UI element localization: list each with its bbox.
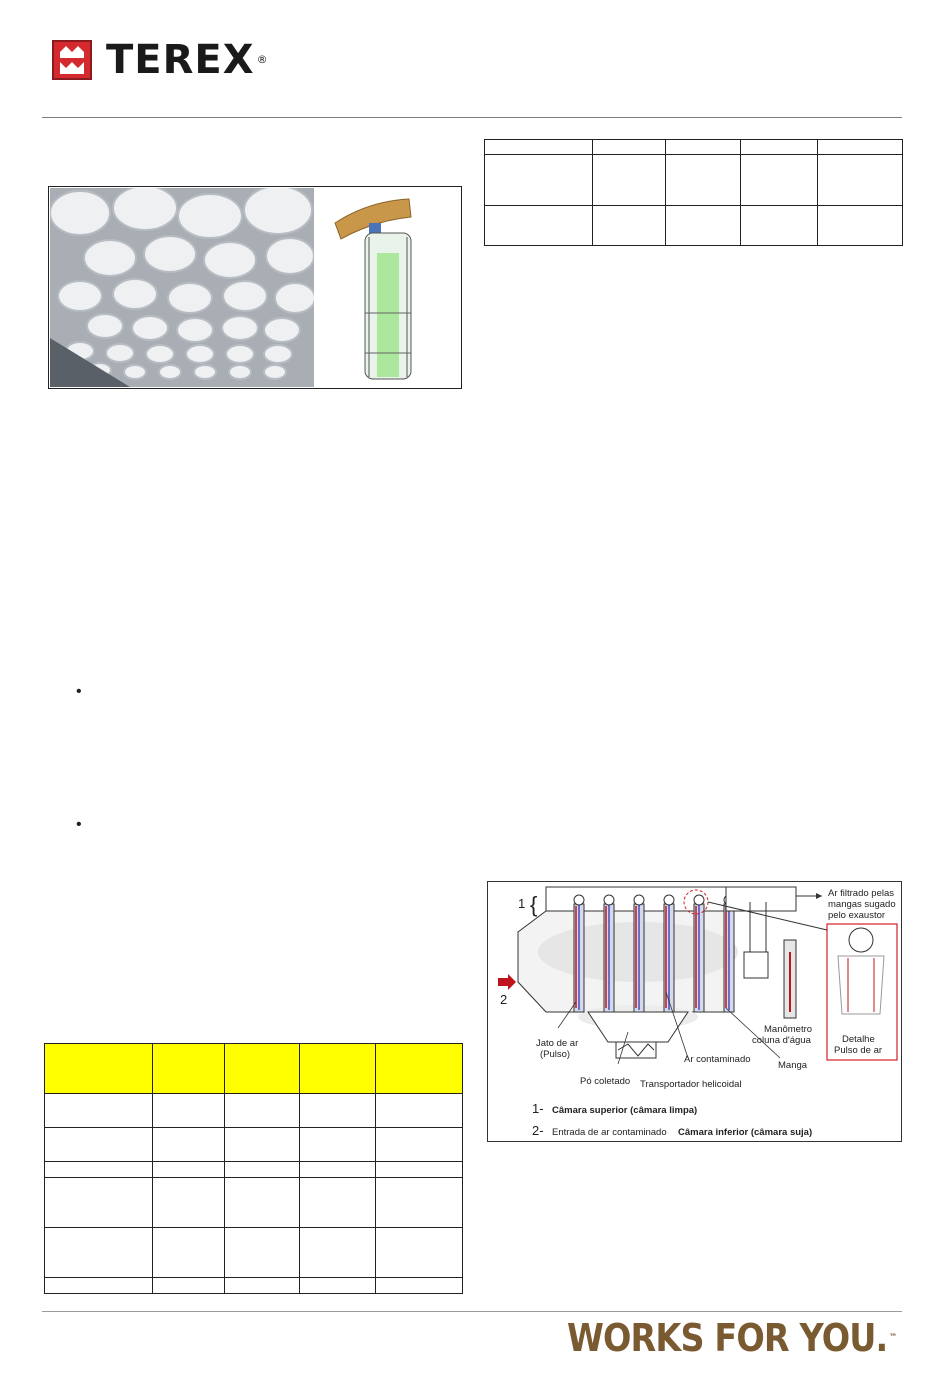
table-cell xyxy=(153,1162,225,1178)
table-cell xyxy=(741,140,818,155)
table-cell xyxy=(593,140,666,155)
table-row xyxy=(45,1128,463,1162)
table-cell xyxy=(593,155,666,206)
table-cell xyxy=(300,1228,376,1278)
table-row xyxy=(485,155,903,206)
terex-logo xyxy=(52,37,269,83)
table-cell xyxy=(593,206,666,246)
bag-label: Manga xyxy=(778,1060,808,1071)
table-cell xyxy=(225,1128,300,1162)
table-cell xyxy=(376,1228,463,1278)
baghouse-diagram xyxy=(487,881,902,1142)
filter-bags-photo xyxy=(50,188,314,387)
table-top-right xyxy=(484,139,903,246)
table-cell xyxy=(225,1278,300,1294)
air-jet-line1: Jato de ar xyxy=(536,1038,579,1049)
air-jet-line2: (Pulso) xyxy=(540,1049,571,1060)
filtered-air-line1: Ar filtrado pelas xyxy=(828,888,895,899)
filter-bags-figure xyxy=(48,186,462,389)
table-cell xyxy=(818,206,903,246)
table-cell xyxy=(300,1128,376,1162)
bullet-marker: • xyxy=(76,683,82,700)
filtered-air-line2: mangas sugado xyxy=(828,899,896,910)
table-row xyxy=(45,1228,463,1278)
bullet-marker: • xyxy=(76,816,82,833)
table-cell xyxy=(376,1162,463,1178)
table-header-cell xyxy=(153,1044,225,1094)
table-row xyxy=(485,206,903,246)
table-bottom-left xyxy=(44,1043,463,1294)
header-divider xyxy=(42,117,902,118)
table-cell xyxy=(818,155,903,206)
legend-1-text: Câmara superior (câmara limpa) xyxy=(552,1105,698,1116)
table-cell xyxy=(225,1178,300,1228)
dust-collected-label: Pó coletado xyxy=(580,1076,631,1087)
table-header-cell xyxy=(225,1044,300,1094)
table-cell xyxy=(300,1278,376,1294)
table-cell xyxy=(741,155,818,206)
table-row xyxy=(45,1094,463,1128)
table-cell xyxy=(485,140,593,155)
table-cell xyxy=(666,140,741,155)
contaminated-air-label: Ar contaminado xyxy=(684,1054,751,1065)
footer-slogan: WORKS FOR YOU. ™ xyxy=(567,1316,897,1360)
table-cell xyxy=(45,1128,153,1162)
filter-bag-pulse-illustration xyxy=(329,193,457,383)
table-cell xyxy=(376,1278,463,1294)
table-cell xyxy=(225,1228,300,1278)
table-row xyxy=(45,1162,463,1178)
table-cell xyxy=(45,1278,153,1294)
table-cell xyxy=(153,1128,225,1162)
table-header-cell xyxy=(300,1044,376,1094)
detail-line1: Detalhe xyxy=(842,1034,875,1045)
table-cell xyxy=(153,1094,225,1128)
table-cell xyxy=(45,1162,153,1178)
screw-conveyor-label: Transportador helicoidal xyxy=(640,1079,742,1090)
table-cell xyxy=(300,1162,376,1178)
label-1: 1 xyxy=(518,896,526,911)
brace-upper: { xyxy=(530,892,538,917)
table-cell xyxy=(376,1094,463,1128)
legend-2-text-b: Câmara inferior (câmara suja) xyxy=(678,1127,813,1138)
table-cell xyxy=(225,1162,300,1178)
table-cell xyxy=(153,1228,225,1278)
brand-name: TEREX ® xyxy=(106,37,269,83)
table-cell xyxy=(45,1094,153,1128)
table-cell xyxy=(376,1128,463,1162)
label-2: 2 xyxy=(500,992,508,1007)
table-cell xyxy=(45,1178,153,1228)
table-cell xyxy=(666,206,741,246)
manometer-line1: Manômetro xyxy=(764,1024,813,1035)
legend-1-number: 1- xyxy=(532,1101,544,1116)
table-row xyxy=(45,1278,463,1294)
legend-2-number: 2- xyxy=(532,1123,544,1138)
table-cell xyxy=(153,1178,225,1228)
table-cell xyxy=(225,1094,300,1128)
table-cell xyxy=(376,1178,463,1228)
table-cell xyxy=(300,1094,376,1128)
registered-mark: ® xyxy=(256,53,269,66)
table-cell xyxy=(45,1228,153,1278)
table-cell xyxy=(818,140,903,155)
table-cell xyxy=(485,155,593,206)
manometer-line2: coluna d'água xyxy=(752,1035,811,1046)
table-header-row xyxy=(45,1044,463,1094)
crown-logo-icon xyxy=(52,40,92,80)
table-row xyxy=(485,140,903,155)
detail-line2: Pulso de ar xyxy=(834,1045,883,1056)
table-header-cell xyxy=(45,1044,153,1094)
trademark-mark: ™ xyxy=(889,1333,897,1343)
table-cell xyxy=(153,1278,225,1294)
footer-divider xyxy=(42,1311,902,1312)
table-cell xyxy=(300,1178,376,1228)
filtered-air-line3: pelo exaustor xyxy=(828,910,886,921)
table-header-cell xyxy=(376,1044,463,1094)
table-row xyxy=(45,1178,463,1228)
legend-2-text-a: Entrada de ar contaminado xyxy=(552,1127,667,1138)
table-cell xyxy=(485,206,593,246)
table-cell xyxy=(666,155,741,206)
table-cell xyxy=(741,206,818,246)
